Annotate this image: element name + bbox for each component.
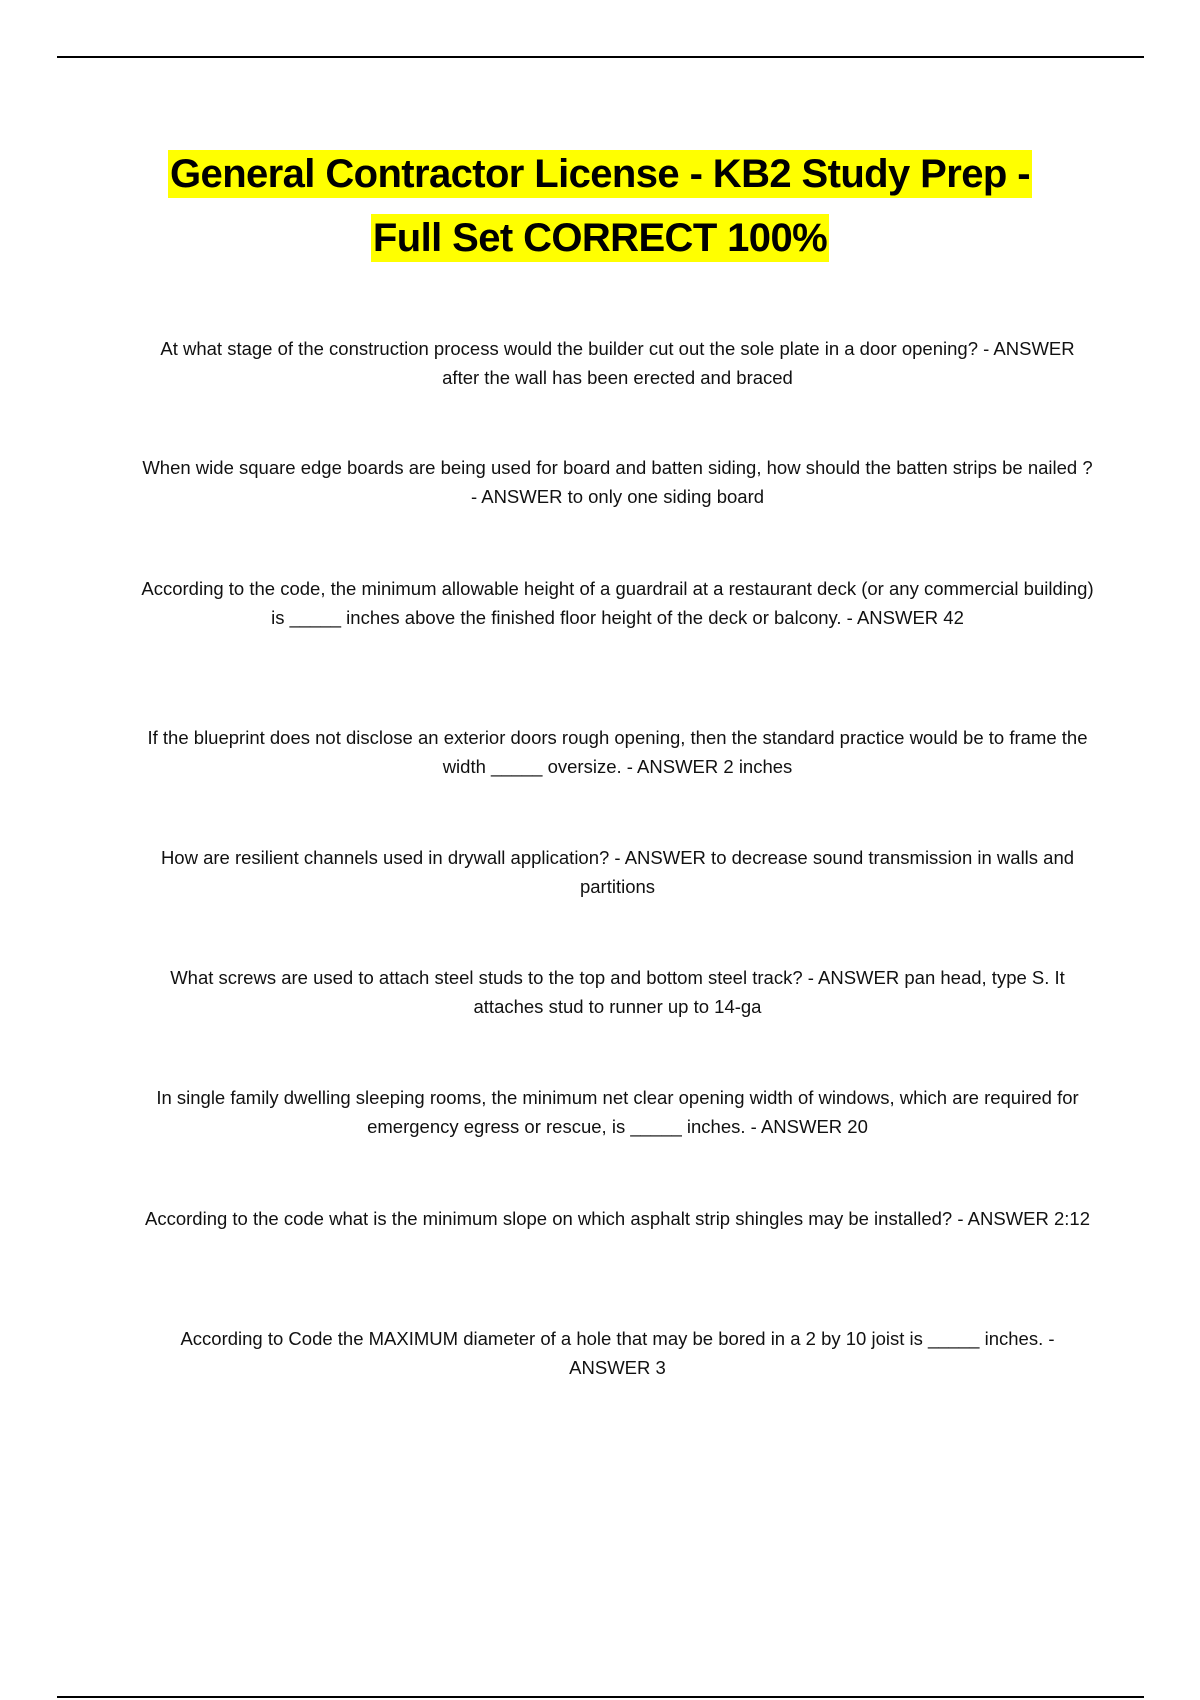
qa-item: If the blueprint does not disclose an exterior doors rough opening, then the standard practice would be to frame the width _____ oversize. - ANSWER 2 inches: [147, 727, 1088, 777]
title-block: [140, 142, 1060, 270]
qa-item: At what stage of the construction process would the builder cut out the sole plate in a door opening? - ANSWER after the wall has been erected and braced: [160, 338, 1075, 388]
qa-item: According to the code what is the minimum slope on which asphalt strip shingles may be installed? - ANSWER 2:12: [145, 1208, 1090, 1229]
document-title: General Contractor License - KB2 Study Prep - Full Set CORRECT 100%: [170, 152, 1030, 260]
bottom-rule: [57, 1696, 1144, 1698]
qa-item: According to Code the MAXIMUM diameter of a hole that may be bored in a 2 by 10 joist is _____ inches. - ANSWER 3: [180, 1328, 1055, 1378]
top-rule: [57, 56, 1144, 58]
qa-item: What screws are used to attach steel studs to the top and bottom steel track? - ANSWER pan head, type S. It attaches stud to runner up to 14-ga: [170, 967, 1065, 1017]
qa-item: According to the code, the minimum allowable height of a guardrail at a restaurant deck (or any commercial building) is _____ inches above the finished floor height of the deck or balcony. - ANSWER 42: [141, 578, 1094, 628]
qa-item: How are resilient channels used in drywall application? - ANSWER to decrease sound transmission in walls and partitions: [160, 847, 1075, 897]
qa-item: In single family dwelling sleeping rooms, the minimum net clear opening width of windows, which are required for emergency egress or rescue, is _____ inches. - ANSWER 20: [156, 1087, 1079, 1137]
qa-item: When wide square edge boards are being used for board and batten siding, how should the batten strips be nailed ? - ANSWER to only one siding board: [142, 457, 1093, 507]
